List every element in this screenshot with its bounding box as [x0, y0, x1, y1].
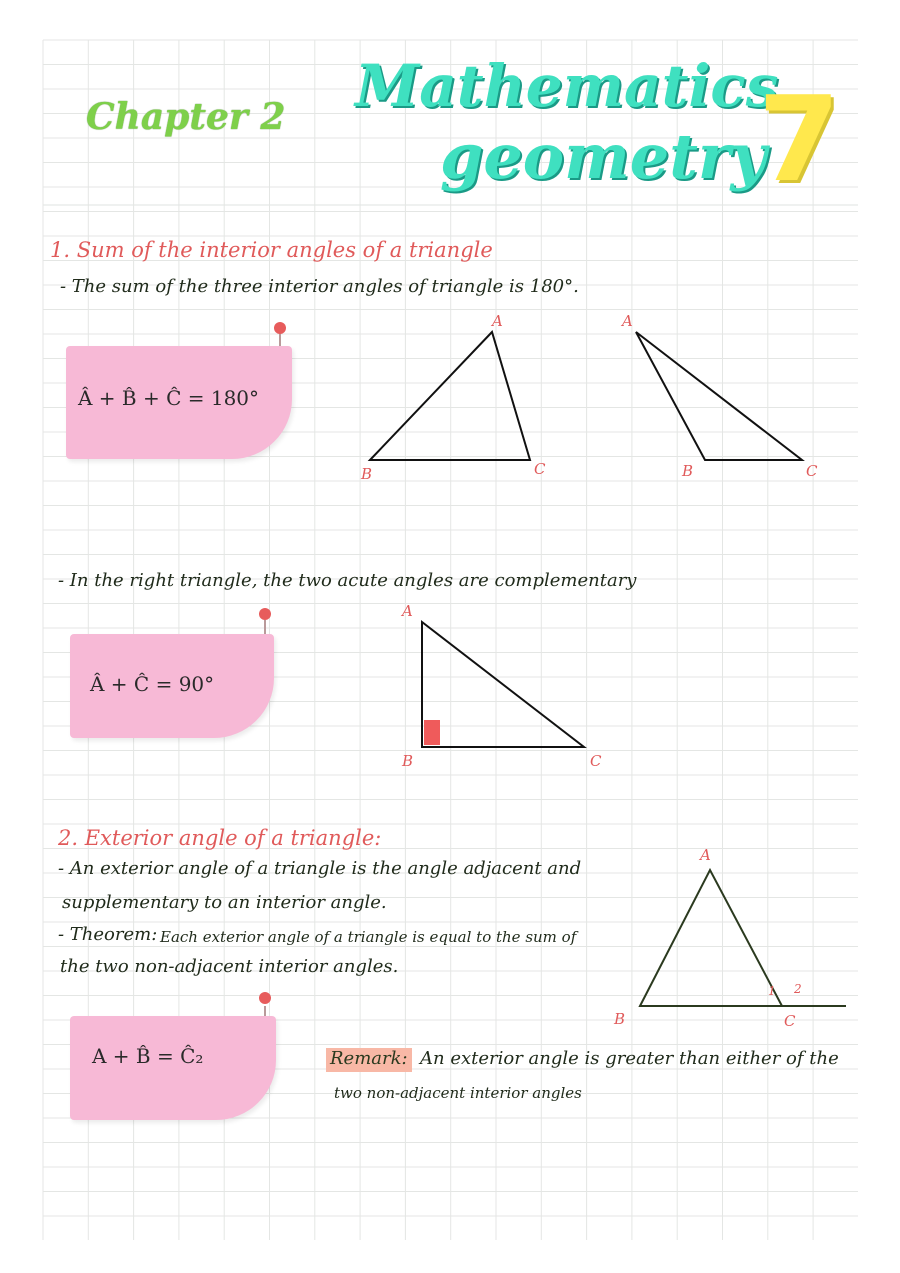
- section2-theorem-label: - Theorem:: [58, 924, 158, 945]
- label-a2: A: [622, 312, 633, 330]
- section2-line4: the two non-adjacent interior angles.: [60, 956, 399, 977]
- label-c2: C: [806, 462, 818, 480]
- section2-theorem-text: Each exterior angle of a triangle is equal to the sum of: [160, 928, 577, 946]
- triangle-1: [370, 332, 530, 460]
- label-b2: B: [682, 462, 694, 480]
- formula-sum-90: Â + Ĉ = 90°: [90, 672, 215, 696]
- label-b4: B: [614, 1010, 626, 1028]
- label-c1: C: [534, 460, 546, 478]
- pin-icon: [259, 992, 271, 1004]
- section1-line1: - The sum of the three interior angles of triangle is 180°.: [60, 276, 579, 297]
- remark-text2: two non-adjacent interior angles: [334, 1084, 582, 1102]
- title-geometry: geometry: [440, 120, 767, 193]
- label-b3: B: [402, 752, 414, 770]
- section2-line2: supplementary to an interior angle.: [62, 892, 387, 913]
- grade-number: 7: [758, 70, 841, 208]
- formula-sum-180: Â + B̂ + Ĉ = 180°: [78, 386, 260, 410]
- remark-label: Remark:: [330, 1048, 408, 1069]
- section2-heading: 2. Exterior angle of a triangle:: [58, 826, 382, 850]
- triangle-exterior: [640, 870, 782, 1006]
- label-angle1: 1: [768, 984, 776, 998]
- formula-exterior: A + B̂ = Ĉ₂: [92, 1044, 204, 1068]
- pin-icon: [259, 608, 271, 620]
- right-triangle-line: - In the right triangle, the two acute angles are complementary: [58, 570, 637, 591]
- remark-text: An exterior angle is greater than either of the: [420, 1048, 839, 1069]
- section2-line1: - An exterior angle of a triangle is the angle adjacent and: [58, 858, 582, 879]
- right-triangle: [422, 622, 584, 747]
- section1-heading: 1. Sum of the interior angles of a triangle: [50, 238, 493, 262]
- label-a1: A: [492, 312, 503, 330]
- sticky-note-formula2: [70, 634, 274, 738]
- label-b1: B: [361, 465, 373, 483]
- chapter-label: Chapter 2: [86, 96, 286, 138]
- right-angle-marker: [424, 720, 440, 745]
- label-a4: A: [700, 846, 711, 864]
- label-c3: C: [590, 752, 602, 770]
- title-mathematics: Mathematics: [355, 52, 779, 120]
- label-angle2: 2: [794, 982, 802, 996]
- sticky-note-formula3: [70, 1016, 276, 1120]
- label-c4: C: [784, 1012, 796, 1030]
- triangle-2: [636, 332, 802, 460]
- label-a3: A: [402, 602, 413, 620]
